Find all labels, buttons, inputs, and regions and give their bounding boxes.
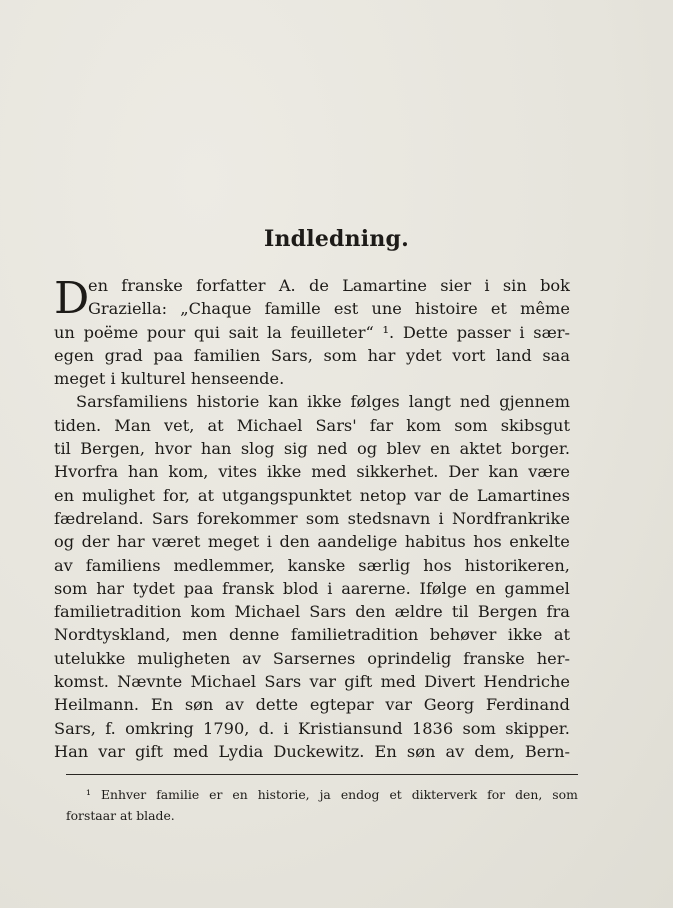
text-line: Nordtyskland, men denne familietradition behøver ikke at bbox=[54, 625, 570, 645]
text-line: un poëme pour qui sait la feuilleter“ ¹. Dette passer i sær- bbox=[54, 322, 570, 342]
footnote-line: forstaar at blade. bbox=[66, 808, 175, 823]
text-line: familietradition kom Michael Sars den ældre til Bergen fra bbox=[54, 602, 570, 622]
drop-cap: D bbox=[54, 273, 90, 324]
text-line: utelukke muligheten av Sarsernes oprindelig franske her- bbox=[54, 648, 570, 668]
text-line: en mulighet for, at utgangspunktet netop var de Lamartines bbox=[54, 485, 570, 505]
text-line: komst. Nævnte Michael Sars var gift med Divert Hendriche bbox=[54, 672, 570, 692]
text-line: av familiens medlemmer, kanske særlig hos historikeren, bbox=[54, 555, 570, 575]
text-line: tiden. Man vet, at Michael Sars' far kom som skibsgut bbox=[54, 415, 570, 435]
footnote-line: ¹ Enhver familie er en historie, ja endog et dikterverk for den, som bbox=[86, 787, 578, 802]
text-line: en franske forfatter A. de Lamartine sier i sin bok bbox=[88, 276, 570, 295]
text-line: og der har været meget i den aandelige habitus hos enkelte bbox=[54, 532, 570, 552]
text-line: egen grad paa familien Sars, som har ydet vort land saa bbox=[54, 345, 570, 365]
body-text bbox=[54, 274, 570, 763]
text-line: fædreland. Sars forekommer som stedsnavn i Nordfrankrike bbox=[54, 508, 570, 528]
text-line: til Bergen, hvor han slog sig ned og blev en aktet borger. bbox=[54, 439, 570, 459]
footnote-divider bbox=[66, 774, 578, 775]
footnote bbox=[66, 784, 578, 826]
text-line: som har tydet paa fransk blod i aarerne. Ifølge en gammel bbox=[54, 578, 570, 598]
text-line: Sars, f. omkring 1790, d. i Kristiansund 1836 som skipper. bbox=[54, 718, 570, 738]
text-line: Hvorfra han kom, vites ikke med sikkerhet. Der kan være bbox=[54, 462, 570, 482]
chapter-heading: Indledning. bbox=[264, 226, 409, 252]
text-line: Sarsfamiliens historie kan ikke følges langt ned gjennem bbox=[76, 392, 570, 412]
text-line: Han var gift med Lydia Duckewitz. En søn av dem, Bern- bbox=[54, 741, 570, 761]
text-line: Graziella: „Chaque famille est une histoire et même bbox=[88, 299, 570, 319]
text-line: meget i kulturel henseende. bbox=[54, 369, 285, 389]
text-line: Heilmann. En søn av dette egtepar var Georg Ferdinand bbox=[54, 695, 570, 715]
